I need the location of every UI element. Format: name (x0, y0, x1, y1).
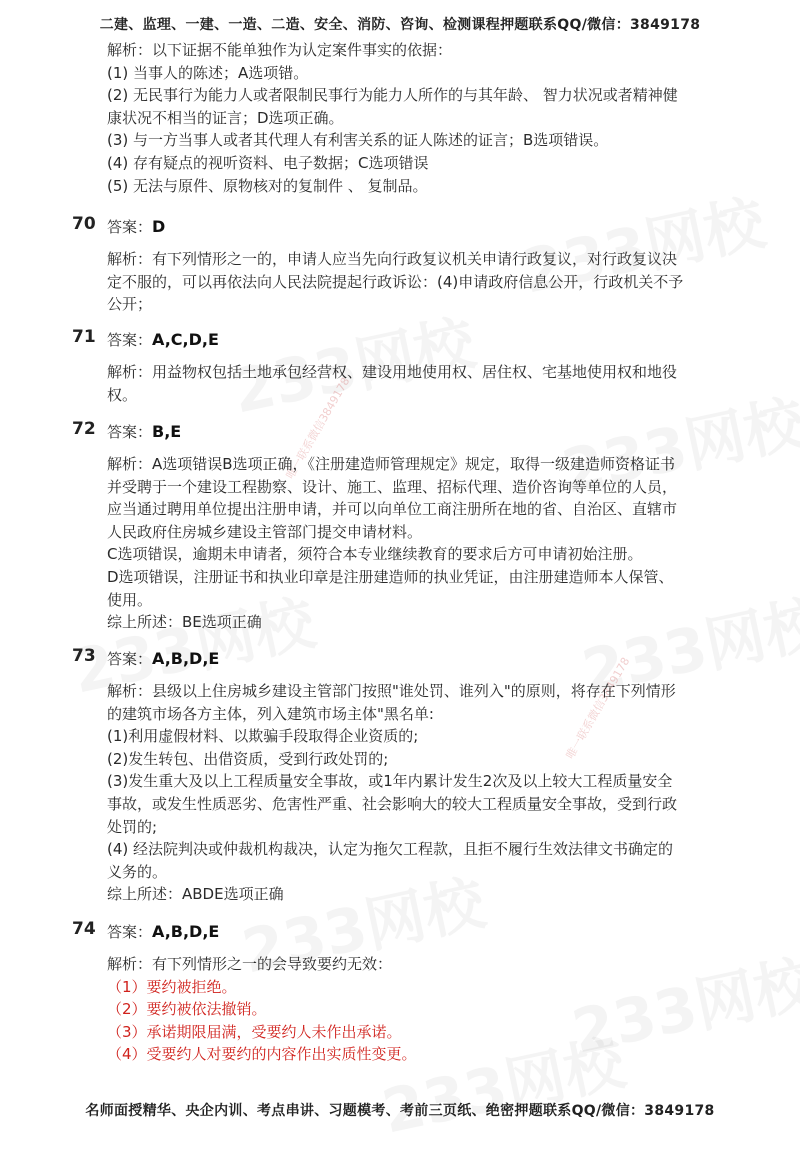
answer-line (107, 216, 165, 237)
explanation-line: (3)发生重大及以上工程质量安全事故，或1年内累计发生2次及以上较大工程质量安全 (107, 772, 673, 791)
answer-label: 答案： (107, 923, 153, 941)
explanation-line: 解析：县级以上住房城乡建设主管部门按照"谁处罚、谁列入"的原则，将存在下列情形 (107, 682, 676, 700)
explanation-line: 应当通过聘用单位提出注册申请，并可以向单位工商注册所在地的省、自治区、直辖市 (107, 500, 678, 519)
answer-value: A,C,D,E (152, 330, 219, 349)
answer-value: D (152, 217, 166, 236)
explanation-line: （2）要约被依法撤销。 (107, 1000, 267, 1019)
explanation-line: 处罚的; (107, 817, 158, 836)
explanation-line: (4) 存有疑点的视听资料、电子数据；C选项错误 (107, 154, 429, 172)
question-number: 72 (72, 419, 96, 439)
answer-line (107, 648, 219, 669)
explanation-line: 解析：用益物权包括土地承包经营权、建设用地使用权、居住权、宅基地使用权和地役 (107, 363, 678, 381)
explanation-line: (3) 与一方当事人或者其代理人有利害关系的证人陈述的证言；B选项错误。 (107, 131, 609, 150)
explanation-line: 康状况不相当的证言；D选项正确。 (107, 108, 344, 127)
explanation-line: 定不服的，可以再依法向人民法院提起行政诉讼：(4)申请政府信息公开，行政机关不予 (107, 272, 684, 291)
explanation-line: 使用。 (107, 590, 153, 609)
explanation-line: (2) 无民事行为能力人或者限制民事行为能力人所作的与其年龄、 智力状况或者精神健 (107, 86, 678, 105)
question-number: 73 (72, 646, 96, 666)
question-number: 70 (72, 214, 96, 234)
explanation-line: 人民政府住房城乡建设主管部门提交申请材料。 (107, 522, 423, 541)
explanation-line: D选项错误，注册证书和执业印章是注册建造师的执业凭证，由注册建造师本人保管、 (107, 568, 674, 586)
explanation-line: 公开； (107, 295, 153, 314)
explanation-line: 解析：A选项错误B选项正确，《注册建造师管理规定》规定，取得一级建造师资格证书 (107, 455, 676, 473)
explanation-line: （3）承诺期限届满，受要约人未作出承诺。 (107, 1022, 402, 1041)
explanation-line: 权。 (107, 385, 138, 404)
explanation-line: 解析：有下列情形之一的会导致要约无效： (107, 955, 393, 973)
explanation-line: C选项错误，逾期未申请者，须符合本专业继续教育的要求后方可申请初始注册。 (107, 545, 643, 564)
page-header: 二建、监理、一建、一造、二造、安全、消防、咨询、检测课程押题联系QQ/微信：3849178 (99, 17, 701, 33)
explanation-line: 的建筑市场各方主体，列入建筑市场主体"黑名单: (107, 704, 434, 723)
explanation-line: 义务的。 (107, 862, 168, 881)
answer-label: 答案： (107, 218, 153, 236)
answer-label: 答案： (107, 650, 153, 668)
explanation-line: （4）受要约人对要约的内容作出实质性变更。 (107, 1045, 417, 1064)
answer-value: A,B,D,E (152, 649, 220, 668)
explanation-line: （1）要约被拒绝。 (107, 977, 237, 996)
watermark-contact: 唯一联系微信3849178 (563, 655, 633, 762)
answer-label: 答案： (107, 331, 153, 349)
question-number: 74 (72, 919, 96, 939)
watermark (564, 935, 800, 1070)
explanation-line: 综上所述：BE选项正确 (107, 613, 262, 632)
question-number: 71 (72, 327, 96, 347)
explanation-line: 解析：以下证据不能单独作为认定案件事实的依据： (107, 41, 453, 59)
watermark (374, 1015, 632, 1150)
explanation-line: 综上所述：ABDE选项正确 (107, 885, 284, 904)
answer-value: A,B,D,E (152, 922, 220, 941)
explanation-line: (1) 当事人的陈述；A选项错。 (107, 63, 309, 82)
answer-line (107, 329, 219, 350)
explanation-line: (5) 无法与原件、原物核对的复制件 、 复制品。 (107, 176, 428, 195)
explanation-line: 并受聘于一个建设工程勘察、设计、施工、监理、招标代理、造价咨询等单位的人员， (107, 477, 678, 496)
answer-line (107, 421, 181, 442)
answer-value: B,E (152, 422, 182, 441)
explanation-line: 解析：有下列情形之一的，申请人应当先向行政复议机关申请行政复议，对行政复议决 (107, 250, 678, 268)
answer-line (107, 921, 219, 942)
page-footer: 名师面授精华、央企内训、考点串讲、习题模考、考前三页纸、绝密押题联系QQ/微信：3849178 (85, 1103, 715, 1119)
explanation-line: (1)利用虚假材料、以欺骗手段取得企业资质的; (107, 727, 419, 746)
watermark-contact: 唯一联系微信3849178 (283, 375, 353, 482)
explanation-line: (4) 经法院判决或仲裁机构裁决，认定为拖欠工程款，且拒不履行生效法律文书确定的 (107, 840, 674, 859)
explanation-line: 事故，或发生性质恶劣、危害性严重、社会影响大的较大工程质量安全事故，受到行政 (107, 795, 678, 813)
explanation-line: (2)发生转包、出借资质，受到行政处罚的; (107, 749, 389, 768)
answer-label: 答案： (107, 423, 153, 441)
